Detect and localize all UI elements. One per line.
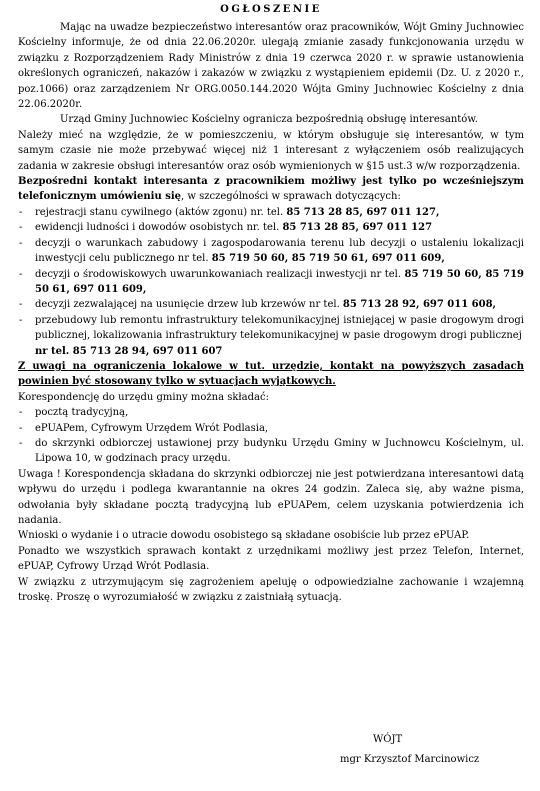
list-item-text: decyzji o warunkach zabudowy i zagospodarowania terenu lub decyzji o ustaleniu lokalizacji inwestycji celu publicznego nr tel.: [35, 237, 524, 265]
restriction-paragraph: Urząd Gminy Juchnowiec Kościelny ogranicza bezpośrednią obsługę interesantów.: [60, 114, 478, 126]
list-item-text: rejestracji stanu cywilnego (aktów zgonu) nr. tel.: [35, 206, 287, 218]
phone-number: 85 719 50 60, 85 719 50 61, 697 011 609,: [211, 253, 445, 265]
intro-paragraph: Mając na uwadze bezpieczeństwo interesantów oraz pracowników, Wójt Gminy Juchnowiec Kościelny informuje, że od dnia 22.06.2020r. ulegają zmianie zasady funkcjonowania urzędu w związku z Rozporządzeniem Rady Ministrów z dnia 19 czerwca 2020 r. w sprawie ustanowienia określonych ograniczeń, nakazów i zakazów w związku z wystąpieniem epidemii (Dz. U. z 2020 r., poz.1066) oraz zarządzeniem Nr ORG.0050.144.2020 Wójta Gminy Juchnowiec Kościelny z dnia 22.06.2020r.: [18, 22, 524, 111]
correspondence-intro: Korespondencję do urzędu gminy można składać:: [18, 391, 269, 403]
signature-title: WÓJT: [373, 734, 403, 745]
list-item: [18, 297, 524, 312]
phone-number: 85 713 28 85, 697 011 127,: [286, 206, 440, 218]
department-list: [18, 205, 524, 344]
list-item: [18, 267, 524, 298]
id-card-paragraph: Wnioski o wydanie i o utracie dowodu osobistego są składane osobiście lub przez ePUAP.: [18, 530, 470, 542]
warning-paragraph: Z uwagi na ograniczenia lokalowe w tut. urzędzie, kontakt na powyższych zasadach powinien być stosowany tylko w sytuacjach wyjątkowych.: [18, 360, 524, 388]
signature-name: mgr Krzysztof Marcinowicz: [340, 754, 480, 765]
list-item: [18, 313, 524, 344]
mailbox-warning-paragraph: Uwaga ! Korespondencja składana do skrzynki odbiorczej nie jest potwierdzana interesantowi datą wpływu do urzędu i podlega kwarantannie na okres 24 godzin. Zaleca się, aby ważne pisma, odwołania były składane pocztą tradycyjną lub ePUAPem, celem uzyskania potwierdzenia ich nadania.: [18, 468, 524, 526]
list-item: [18, 236, 524, 267]
list-item: - ePUAPem, Cyfrowym Urzędem Wrót Podlasia,: [18, 421, 524, 436]
room-limit-paragraph: Należy mieć na względzie, że w pomieszczeniu, w którym obsługuje się interesantów, w tym samym czasie nie może przebywać więcej niż 1 interesant z wyłączeniem osób realizujących zadania w zakresie obsługi interesantów oraz osób wymienionych w §15 ust.3 w/w rozporządzenia.: [18, 129, 524, 172]
list-item-text: przebudowy lub remontu infrastruktury telekomunikacyjnej istniejącej w pasie drogowym drogi publicznej, lokalizowania infrastruktury telekomunikacyjnej w pasie drogowym drogi publicznej: [35, 314, 524, 342]
document-title: OGŁOSZENIE: [220, 4, 322, 15]
list-item-text: ewidencji ludności i dowodów osobistych nr. tel.: [35, 222, 283, 234]
phone-number: 85 713 28 92, 697 011 608,: [342, 299, 497, 311]
appeal-paragraph: W związku z utrzymującym się zagrożeniem apeluję o odpowiedzialne zachowanie i wzajemną troskę. Proszę o wyrozumiałość w związku z zaistniałą sytuacją.: [18, 576, 524, 604]
correspondence-list: [18, 405, 524, 467]
phone-number: 85 719 50 60, 85 719 50 61, 697 011 609,: [35, 268, 524, 295]
contact-rules-paragraph: [18, 174, 524, 205]
list-item: [18, 205, 524, 220]
list-item: - pocztą tradycyjną,: [18, 405, 524, 420]
phone-number: nr tel. 85 713 28 94, 697 011 607: [35, 345, 223, 357]
list-item: [18, 220, 524, 235]
phone-number: 85 713 28 85, 697 011 127: [282, 222, 433, 234]
announcement-document: [18, 4, 524, 605]
list-item: - do skrzynki odbiorczej ustawionej przy budynku Urzędu Gminy w Juchnowcu Kościelnym, ul. Lipowa 10, w godzinach pracy urzędu.: [18, 436, 524, 467]
contact-channels-paragraph: Ponadto we wszystkich sprawach kontakt z urzędnikami możliwy jest przez Telefon, Internet, ePUAP, Cyfrowy Urząd Wrót Podlasia.: [18, 545, 524, 573]
list-item-text: decyzji o środowiskowych uwarunkowaniach realizacji inwestycji nr tel.: [35, 268, 405, 280]
contact-rules-rest: , w szczególności w sprawach dotyczących:: [181, 191, 401, 203]
list-item-text: decyzji zezwalającej na usunięcie drzew lub krzewów nr tel.: [35, 299, 343, 311]
contact-rules-bold: Bezpośredni kontakt interesanta z pracownikiem możliwy jest tylko po wcześniejszym telefonicznym umówieniu się: [18, 176, 524, 203]
